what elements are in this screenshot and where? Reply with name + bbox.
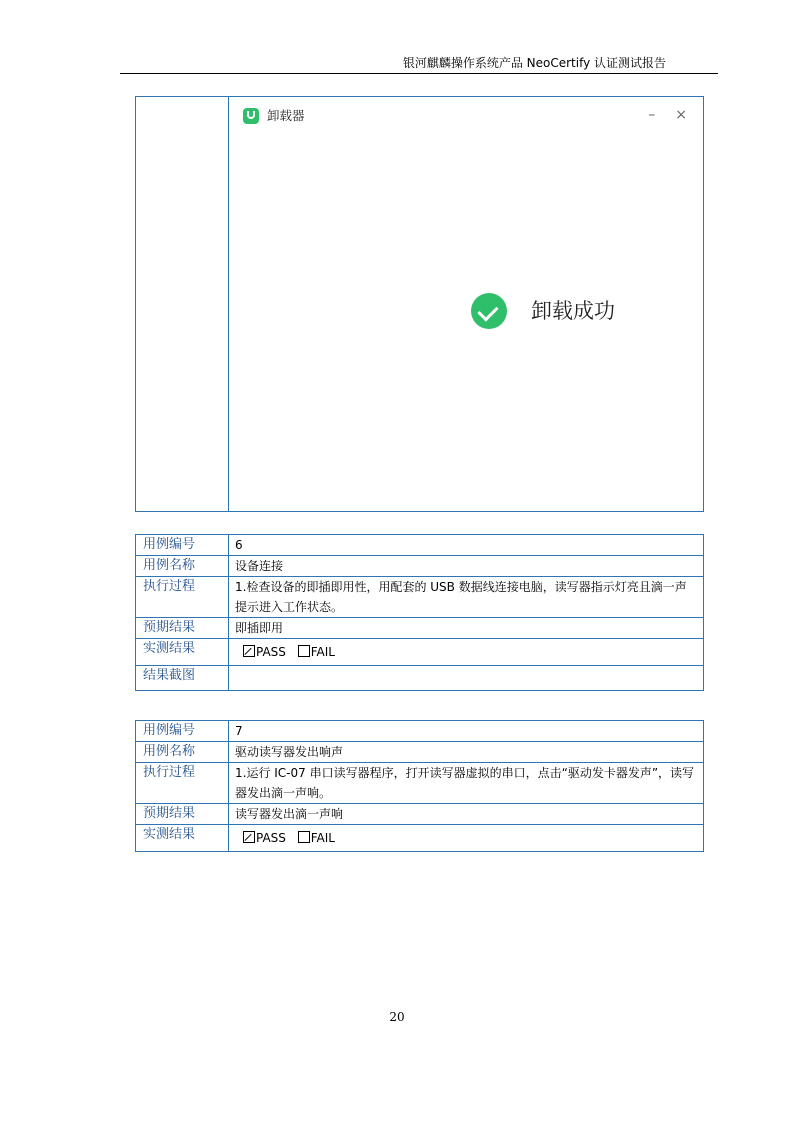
case6-name-value: 设备连接 bbox=[229, 556, 704, 577]
case6-actual-value bbox=[229, 639, 704, 666]
table-row bbox=[136, 556, 704, 577]
table-row bbox=[136, 721, 704, 742]
pass-label: PASS bbox=[256, 645, 286, 659]
case7-id-label: 用例编号 bbox=[136, 721, 229, 742]
page-header bbox=[120, 56, 718, 74]
minimize-icon[interactable]: – bbox=[648, 107, 656, 123]
header-title: 银河麒麟操作系统产品 NeoCertify 认证测试报告 bbox=[402, 56, 666, 70]
case6-name-label: 用例名称 bbox=[136, 556, 229, 577]
success-text: 卸载成功 bbox=[531, 299, 615, 323]
pass-checkbox-checked bbox=[243, 831, 255, 843]
fail-checkbox bbox=[298, 645, 310, 657]
window-titlebar bbox=[243, 106, 305, 126]
case6-id-value: 6 bbox=[229, 535, 704, 556]
case7-table bbox=[135, 720, 704, 852]
table-row bbox=[136, 666, 704, 691]
case7-expected-value: 读写器发出滴一声响 bbox=[229, 804, 704, 825]
case6-process-label: 执行过程 bbox=[136, 577, 229, 618]
case6-table bbox=[135, 534, 704, 691]
case6-expected-value: 即插即用 bbox=[229, 618, 704, 639]
screenshot-cell bbox=[229, 97, 704, 512]
pass-label: PASS bbox=[256, 831, 286, 845]
case7-process-value: 1.运行 IC-07 串口读写器程序，打开读写器虚拟的串口，点击“驱动发卡器发声”，读写器发出滴一声响。 bbox=[229, 763, 704, 804]
fail-label: FAIL bbox=[310, 831, 335, 845]
close-icon[interactable]: × bbox=[675, 107, 687, 123]
table-row bbox=[136, 825, 704, 852]
screenshot-label-cell bbox=[136, 97, 229, 512]
window-title: 卸载器 bbox=[267, 108, 305, 123]
fail-checkbox bbox=[298, 831, 310, 843]
uninstaller-window bbox=[229, 97, 703, 511]
app-logo-icon bbox=[243, 108, 259, 124]
table-row bbox=[136, 804, 704, 825]
table-row bbox=[136, 618, 704, 639]
case6-screenshot-value bbox=[229, 666, 704, 691]
page-number: 20 bbox=[389, 1010, 405, 1024]
window-controls bbox=[648, 105, 687, 125]
check-circle-icon bbox=[471, 293, 507, 329]
pass-checkbox-checked bbox=[243, 645, 255, 657]
table-row bbox=[136, 639, 704, 666]
table-row bbox=[136, 535, 704, 556]
fail-label: FAIL bbox=[310, 645, 335, 659]
case7-id-value: 7 bbox=[229, 721, 704, 742]
case6-expected-label: 预期结果 bbox=[136, 618, 229, 639]
case6-id-label: 用例编号 bbox=[136, 535, 229, 556]
case7-process-label: 执行过程 bbox=[136, 763, 229, 804]
table-row bbox=[136, 763, 704, 804]
case7-actual-value bbox=[229, 825, 704, 852]
case7-actual-label: 实测结果 bbox=[136, 825, 229, 852]
case7-name-label: 用例名称 bbox=[136, 742, 229, 763]
screenshot-table bbox=[135, 96, 704, 512]
table-row bbox=[136, 742, 704, 763]
table-row bbox=[136, 577, 704, 618]
case6-process-value: 1.检查设备的即插即用性，用配套的 USB 数据线连接电脑，读写器指示灯亮且滴一声提示进入工作状态。 bbox=[229, 577, 704, 618]
case7-expected-label: 预期结果 bbox=[136, 804, 229, 825]
case6-actual-label: 实测结果 bbox=[136, 639, 229, 666]
success-message bbox=[471, 293, 615, 329]
case7-name-value: 驱动读写器发出响声 bbox=[229, 742, 704, 763]
case6-screenshot-label: 结果截图 bbox=[136, 666, 229, 691]
